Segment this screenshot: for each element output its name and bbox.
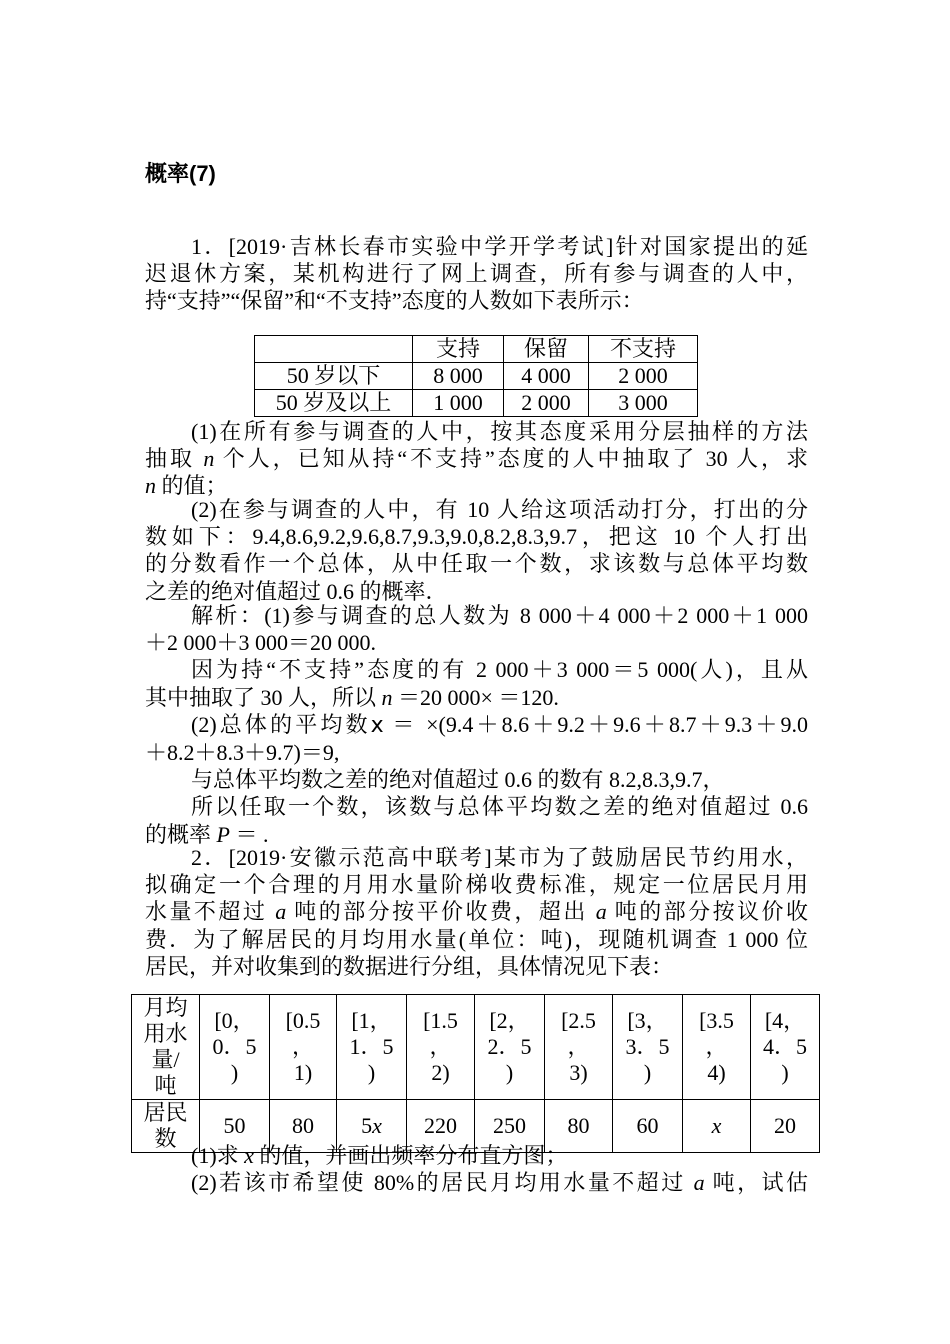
text-run: 3．5	[625, 1034, 670, 1059]
text-run: ，	[429, 1034, 452, 1059]
text-run: [4，	[764, 1008, 806, 1033]
text-run: ＝ ×(9.4＋8.6＋9.2＋9.6＋8.7＋9.3＋9.0	[392, 711, 809, 737]
q1-attitude-table	[254, 335, 698, 417]
count-cell: 80	[545, 1100, 613, 1153]
text-run: [0.5	[285, 1008, 321, 1033]
solution-line-1: 解析：(1)参与调查的总人数为 8 000＋4 000＋2 000＋1 000	[191, 603, 808, 628]
q1-line-3: 持“支持”“保留”和“不支持”态度的人数如下表所示：	[145, 288, 644, 314]
q1-line-1: 1．[2019·吉林长春市实验中学开学考试]针对国家提出的延	[191, 234, 808, 259]
text-run: 吨	[154, 1073, 177, 1098]
table-row	[255, 363, 698, 390]
table-header-cell: 支持	[413, 336, 504, 363]
text-run: )	[230, 1060, 239, 1085]
q1-part2-line-2: 数如下：9.4,8.6,9.2,9.6,8.7,9.3,9.0,8.2,8.3,9.7，把这 10 个人打出	[145, 524, 808, 550]
text-run: )	[781, 1060, 789, 1085]
q2-line-5: 居民，并对收集到的数据进行分组，具体情况见下表：	[145, 953, 674, 979]
text-run: ＝ .	[235, 821, 269, 847]
bin-cell	[613, 995, 683, 1100]
var-a: a	[693, 1170, 705, 1196]
q1-line-2: 迟退休方案，某机构进行了网上调查，所有参与调查的人中，	[145, 261, 808, 287]
text-run: [3，	[627, 1008, 668, 1033]
text-run: [2.5	[561, 1008, 596, 1033]
q1-part1-line-1: (1)在所有参与调查的人中，按其态度采用分层抽样的方法	[191, 419, 808, 444]
bin-cell	[270, 995, 337, 1100]
table-cell: 50 岁及以上	[255, 390, 413, 417]
text-run: (2)总体的平均数	[191, 711, 371, 737]
var-a: a	[275, 899, 287, 925]
table-header-row	[255, 336, 698, 363]
text-run: 吨的部分按议价收	[614, 899, 809, 925]
text-run: [3.5	[699, 1008, 734, 1033]
q1-part-2	[145, 496, 808, 605]
table-cell: 8 000	[413, 363, 504, 390]
var-a: a	[595, 899, 607, 925]
text-run: 0．5	[212, 1034, 257, 1059]
table-header-cell: 保留	[504, 336, 589, 363]
text-run: 水量不超过	[145, 899, 268, 925]
var-x: x	[244, 1143, 254, 1168]
solution-line-2: ＋2 000＋3 000＝20 000.	[145, 630, 377, 656]
text-run: 2．5	[487, 1034, 532, 1059]
q2-parts	[145, 1142, 808, 1196]
q1-part2-line-3: 的分数看作一个总体，从中任取一个数，求该数与总体平均数	[145, 551, 808, 577]
q2-line-2: 拟确定一个合理的月用水量阶梯收费标准，规定一位居民月用	[145, 872, 808, 898]
text-run: ＝20 000× ＝120.	[398, 684, 559, 710]
q1-part1-line-2	[145, 445, 808, 472]
text-run: )	[643, 1060, 652, 1085]
table-cell: 3 000	[589, 390, 698, 417]
text-run: 4)	[707, 1060, 726, 1085]
table-cell: 50 岁以下	[255, 363, 413, 390]
bin-cell	[475, 995, 545, 1100]
q2-line-4: 费．为了解居民的月均用水量(单位：吨)，现随机调查 1 000 位	[145, 926, 808, 952]
text-run: 的值；	[161, 473, 228, 499]
var-n: n	[381, 684, 393, 710]
count-cell: 50	[200, 1100, 270, 1153]
q1-part-1	[145, 418, 808, 500]
text-run: 月均	[143, 995, 188, 1020]
text-run: [0，	[214, 1008, 255, 1033]
var-n: n	[203, 446, 215, 472]
text-run: 1)	[293, 1060, 313, 1085]
text-run: 5	[361, 1113, 373, 1138]
count-cell: 80	[270, 1100, 337, 1153]
text-run: ，	[705, 1034, 728, 1059]
text-run: (1)求	[191, 1143, 239, 1168]
q1-part2-line-4: 之差的绝对值超过 0.6 的概率．	[145, 578, 448, 604]
count-cell: 250	[475, 1100, 545, 1153]
solution-line-6: ＋8.2＋8.3＋9.7)＝9,	[145, 740, 340, 766]
table-header-cell	[255, 336, 413, 363]
text-run: 2)	[431, 1060, 450, 1085]
solution-line-7: 与总体平均数之差的绝对值超过 0.6 的数有 8.2,8.3,9.7，	[191, 767, 725, 793]
text-run: 量/	[151, 1047, 180, 1072]
var-P: P	[216, 821, 230, 847]
count-cell: 220	[407, 1100, 475, 1153]
text-run: (2)若该市希望使 80%的居民月均用水量不超过	[191, 1170, 686, 1196]
text-run: ，	[567, 1034, 590, 1059]
solution-line-5	[145, 711, 808, 739]
text-run: [1.5	[423, 1008, 458, 1033]
text-run: 数	[154, 1126, 177, 1151]
text-run: ，	[291, 1034, 314, 1059]
var-x: x	[711, 1113, 722, 1138]
solution-line-8: 所以任取一个数，该数与总体平均数之差的绝对值超过 0.6	[191, 794, 808, 820]
q2-part2-line	[145, 1169, 808, 1196]
bin-cell	[545, 995, 613, 1100]
table-cell: 2 000	[504, 390, 589, 417]
text-run: 4．5	[762, 1034, 807, 1059]
q2-stem	[145, 844, 808, 980]
text-run: 抽取	[145, 446, 195, 472]
table-cell: 1 000	[413, 390, 504, 417]
count-cell: 60	[613, 1100, 683, 1153]
row-header-usage	[132, 995, 200, 1100]
text-run: )	[367, 1060, 376, 1085]
text-run: 吨，试估	[712, 1170, 809, 1196]
page-title: 概率(7)	[145, 161, 216, 186]
text-run: [2，	[489, 1008, 530, 1033]
q1-solution	[145, 602, 808, 848]
q1-part2-line-1: (2)在参与调查的人中，有 10 人给这项活动打分，打出的分	[191, 497, 808, 522]
text-run: 其中抽取了 30 人，所以	[145, 684, 377, 710]
q2-line-1: 2．[2019·安徽示范高中联考]某市为了鼓励居民节约用水，	[191, 845, 808, 870]
bin-cell	[337, 995, 407, 1100]
table-cell: 2 000	[589, 363, 698, 390]
q2-water-usage-table	[131, 994, 820, 1153]
bin-cell	[407, 995, 475, 1100]
text-run: 吨的部分按平价收费，超出	[294, 899, 588, 925]
q1-stem	[145, 233, 808, 315]
bin-cell	[751, 995, 820, 1100]
var-n: n	[145, 473, 156, 499]
table-row	[132, 995, 820, 1100]
text-run: 居民	[143, 1100, 188, 1125]
solution-line-3: 因为持“不支持”态度的有 2 000＋3 000＝5 000(人)，且从	[191, 657, 808, 683]
var-x-bar: x	[370, 712, 384, 738]
q2-part1-line	[145, 1142, 808, 1169]
table-row	[255, 390, 698, 417]
text-run: 的值，并画出频率分布直方图；	[259, 1143, 568, 1168]
text-run: [1，	[351, 1008, 392, 1033]
bin-cell	[683, 995, 751, 1100]
count-cell: 20	[751, 1100, 820, 1153]
text-run: 1．5	[349, 1034, 394, 1059]
text-run: 用水	[143, 1021, 188, 1046]
bin-cell	[200, 995, 270, 1100]
text-run: )	[505, 1060, 514, 1085]
q2-line-3	[145, 898, 808, 925]
text-run: 3)	[569, 1060, 588, 1085]
solution-line-4	[145, 684, 808, 711]
var-x: x	[372, 1113, 382, 1138]
text-run: 的概率	[145, 821, 212, 847]
text-run: 个人，已知从持“不支持”态度的人中抽取了 30 人，求	[222, 446, 809, 472]
table-header-cell: 不支持	[589, 336, 698, 363]
table-cell: 4 000	[504, 363, 589, 390]
